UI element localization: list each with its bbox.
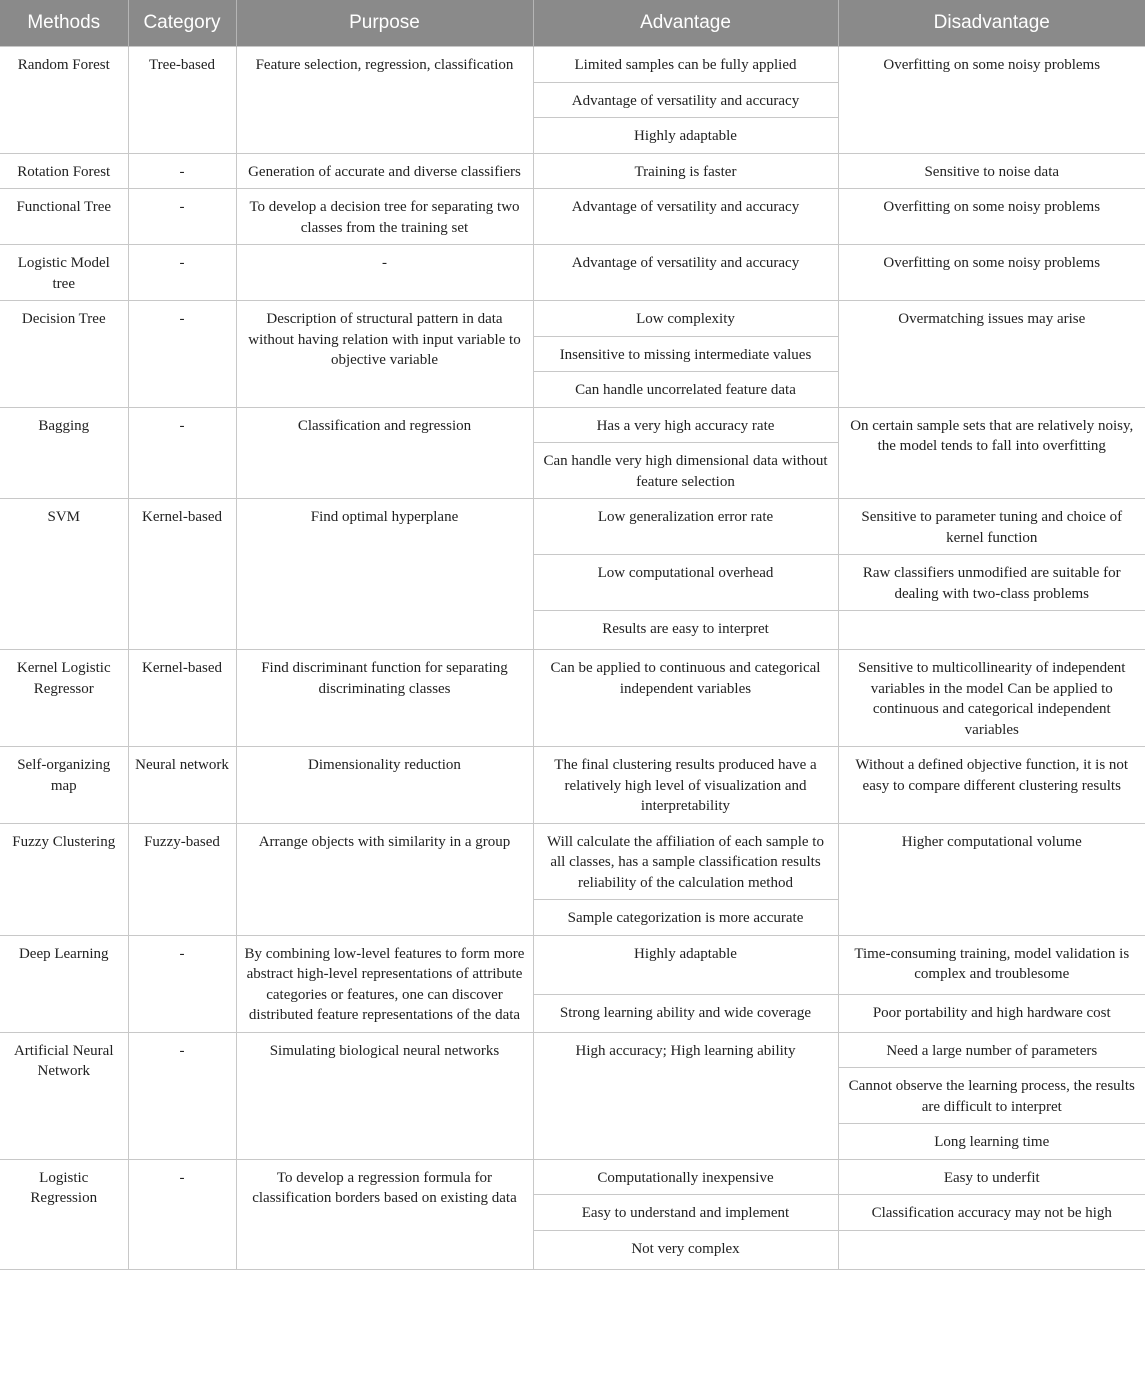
table-row <box>0 935 1145 994</box>
category-cell: - <box>128 1159 236 1269</box>
purpose-cell: Feature selection, regression, classification <box>236 47 533 154</box>
category-cell: Fuzzy-based <box>128 823 236 935</box>
table-row <box>0 1159 1145 1195</box>
disadvantage-cell: Sensitive to parameter tuning and choice of kernel function <box>838 499 1145 555</box>
disadvantage-cell: On certain sample sets that are relatively noisy, the model tends to fall into overfitting <box>838 407 1145 499</box>
advantage-cell: Advantage of versatility and accuracy <box>533 245 838 301</box>
category-cell: - <box>128 245 236 301</box>
disadvantage-cell: Overmatching issues may arise <box>838 301 1145 408</box>
disadvantage-cell <box>838 1230 1145 1269</box>
purpose-cell: Dimensionality reduction <box>236 747 533 824</box>
purpose-cell: Description of structural pattern in data without having relation with input variable to objective variable <box>236 301 533 408</box>
disadvantage-cell: Cannot observe the learning process, the results are difficult to interpret <box>838 1068 1145 1124</box>
method-name-cell: Logistic Regression <box>0 1159 128 1269</box>
advantage-cell: Has a very high accuracy rate <box>533 407 838 443</box>
header-row <box>0 0 1145 47</box>
disadvantage-cell <box>838 611 1145 650</box>
purpose-cell: To develop a regression formula for classification borders based on existing data <box>236 1159 533 1269</box>
disadvantage-cell: Need a large number of parameters <box>838 1032 1145 1068</box>
method-name-cell: Logistic Model tree <box>0 245 128 301</box>
table-row <box>0 650 1145 747</box>
advantage-cell: The final clustering results produced have a relatively high level of visualization and interpretability <box>533 747 838 824</box>
advantage-cell: Can be applied to continuous and categorical independent variables <box>533 650 838 747</box>
method-name-cell: Artificial Neural Network <box>0 1032 128 1159</box>
advantage-cell: Limited samples can be fully applied <box>533 47 838 83</box>
advantage-cell: Sample categorization is more accurate <box>533 900 838 936</box>
disadvantage-cell: Time-consuming training, model validation is complex and troublesome <box>838 935 1145 994</box>
disadvantage-cell: Raw classifiers unmodified are suitable for dealing with two-class problems <box>838 555 1145 611</box>
table-row <box>0 47 1145 83</box>
advantage-cell: Not very complex <box>533 1230 838 1269</box>
method-name-cell: SVM <box>0 499 128 650</box>
disadvantage-cell: Poor portability and high hardware cost <box>838 994 1145 1032</box>
advantage-cell: Advantage of versatility and accuracy <box>533 82 838 118</box>
purpose-cell: Find discriminant function for separating discriminating classes <box>236 650 533 747</box>
header-methods: Methods <box>0 0 128 47</box>
advantage-cell: Computationally inexpensive <box>533 1159 838 1195</box>
advantage-cell: Will calculate the affiliation of each sample to all classes, has a sample classification results reliability of the calculation method <box>533 823 838 900</box>
advantage-cell: Training is faster <box>533 153 838 189</box>
method-name-cell: Bagging <box>0 407 128 499</box>
header-advantage: Advantage <box>533 0 838 47</box>
table-row <box>0 747 1145 824</box>
method-name-cell: Random Forest <box>0 47 128 154</box>
category-cell: - <box>128 189 236 245</box>
purpose-cell: Arrange objects with similarity in a group <box>236 823 533 935</box>
category-cell: - <box>128 301 236 408</box>
disadvantage-cell: Higher computational volume <box>838 823 1145 935</box>
disadvantage-cell: Sensitive to multicollinearity of independent variables in the model Can be applied to continuous and categorical independent variables <box>838 650 1145 747</box>
disadvantage-cell: Classification accuracy may not be high <box>838 1195 1145 1231</box>
category-cell: Kernel-based <box>128 499 236 650</box>
category-cell: Tree-based <box>128 47 236 154</box>
disadvantage-cell: Long learning time <box>838 1124 1145 1160</box>
category-cell: - <box>128 407 236 499</box>
table-row <box>0 1032 1145 1068</box>
advantage-cell: Advantage of versatility and accuracy <box>533 189 838 245</box>
header-disadvantage: Disadvantage <box>838 0 1145 47</box>
category-cell: Kernel-based <box>128 650 236 747</box>
purpose-cell: - <box>236 245 533 301</box>
table-row <box>0 153 1145 189</box>
method-name-cell: Kernel Logistic Regressor <box>0 650 128 747</box>
purpose-cell: To develop a decision tree for separating two classes from the training set <box>236 189 533 245</box>
table-row <box>0 407 1145 443</box>
advantage-cell: Can handle very high dimensional data without feature selection <box>533 443 838 499</box>
table-row <box>0 301 1145 337</box>
purpose-cell: Classification and regression <box>236 407 533 499</box>
method-name-cell: Functional Tree <box>0 189 128 245</box>
disadvantage-cell: Overfitting on some noisy problems <box>838 189 1145 245</box>
table-row <box>0 823 1145 900</box>
category-cell: - <box>128 1032 236 1159</box>
advantage-cell: Strong learning ability and wide coverage <box>533 994 838 1032</box>
purpose-cell: Find optimal hyperplane <box>236 499 533 650</box>
advantage-cell: Can handle uncorrelated feature data <box>533 372 838 408</box>
disadvantage-cell: Overfitting on some noisy problems <box>838 47 1145 154</box>
disadvantage-cell: Without a defined objective function, it is not easy to compare different clustering results <box>838 747 1145 824</box>
disadvantage-cell: Overfitting on some noisy problems <box>838 245 1145 301</box>
advantage-cell: Low computational overhead <box>533 555 838 611</box>
advantage-cell: High accuracy; High learning ability <box>533 1032 838 1159</box>
category-cell: Neural network <box>128 747 236 824</box>
advantage-cell: Low generalization error rate <box>533 499 838 555</box>
category-cell: - <box>128 153 236 189</box>
category-cell: - <box>128 935 236 1032</box>
method-name-cell: Decision Tree <box>0 301 128 408</box>
method-name-cell: Self-organizing map <box>0 747 128 824</box>
advantage-cell: Easy to understand and implement <box>533 1195 838 1231</box>
purpose-cell: Generation of accurate and diverse classifiers <box>236 153 533 189</box>
advantage-cell: Highly adaptable <box>533 935 838 994</box>
purpose-cell: Simulating biological neural networks <box>236 1032 533 1159</box>
disadvantage-cell: Easy to underfit <box>838 1159 1145 1195</box>
table-row <box>0 499 1145 555</box>
header-purpose: Purpose <box>236 0 533 47</box>
advantage-cell: Highly adaptable <box>533 118 838 154</box>
method-name-cell: Fuzzy Clustering <box>0 823 128 935</box>
purpose-cell: By combining low-level features to form more abstract high-level representations of attribute categories or features, one can discover distributed feature representations of the data <box>236 935 533 1032</box>
method-name-cell: Rotation Forest <box>0 153 128 189</box>
advantage-cell: Low complexity <box>533 301 838 337</box>
table-row <box>0 189 1145 245</box>
method-name-cell: Deep Learning <box>0 935 128 1032</box>
advantage-cell: Insensitive to missing intermediate values <box>533 336 838 372</box>
disadvantage-cell: Sensitive to noise data <box>838 153 1145 189</box>
advantage-cell: Results are easy to interpret <box>533 611 838 650</box>
header-category: Category <box>128 0 236 47</box>
table-row <box>0 245 1145 301</box>
table-body <box>0 47 1145 1270</box>
